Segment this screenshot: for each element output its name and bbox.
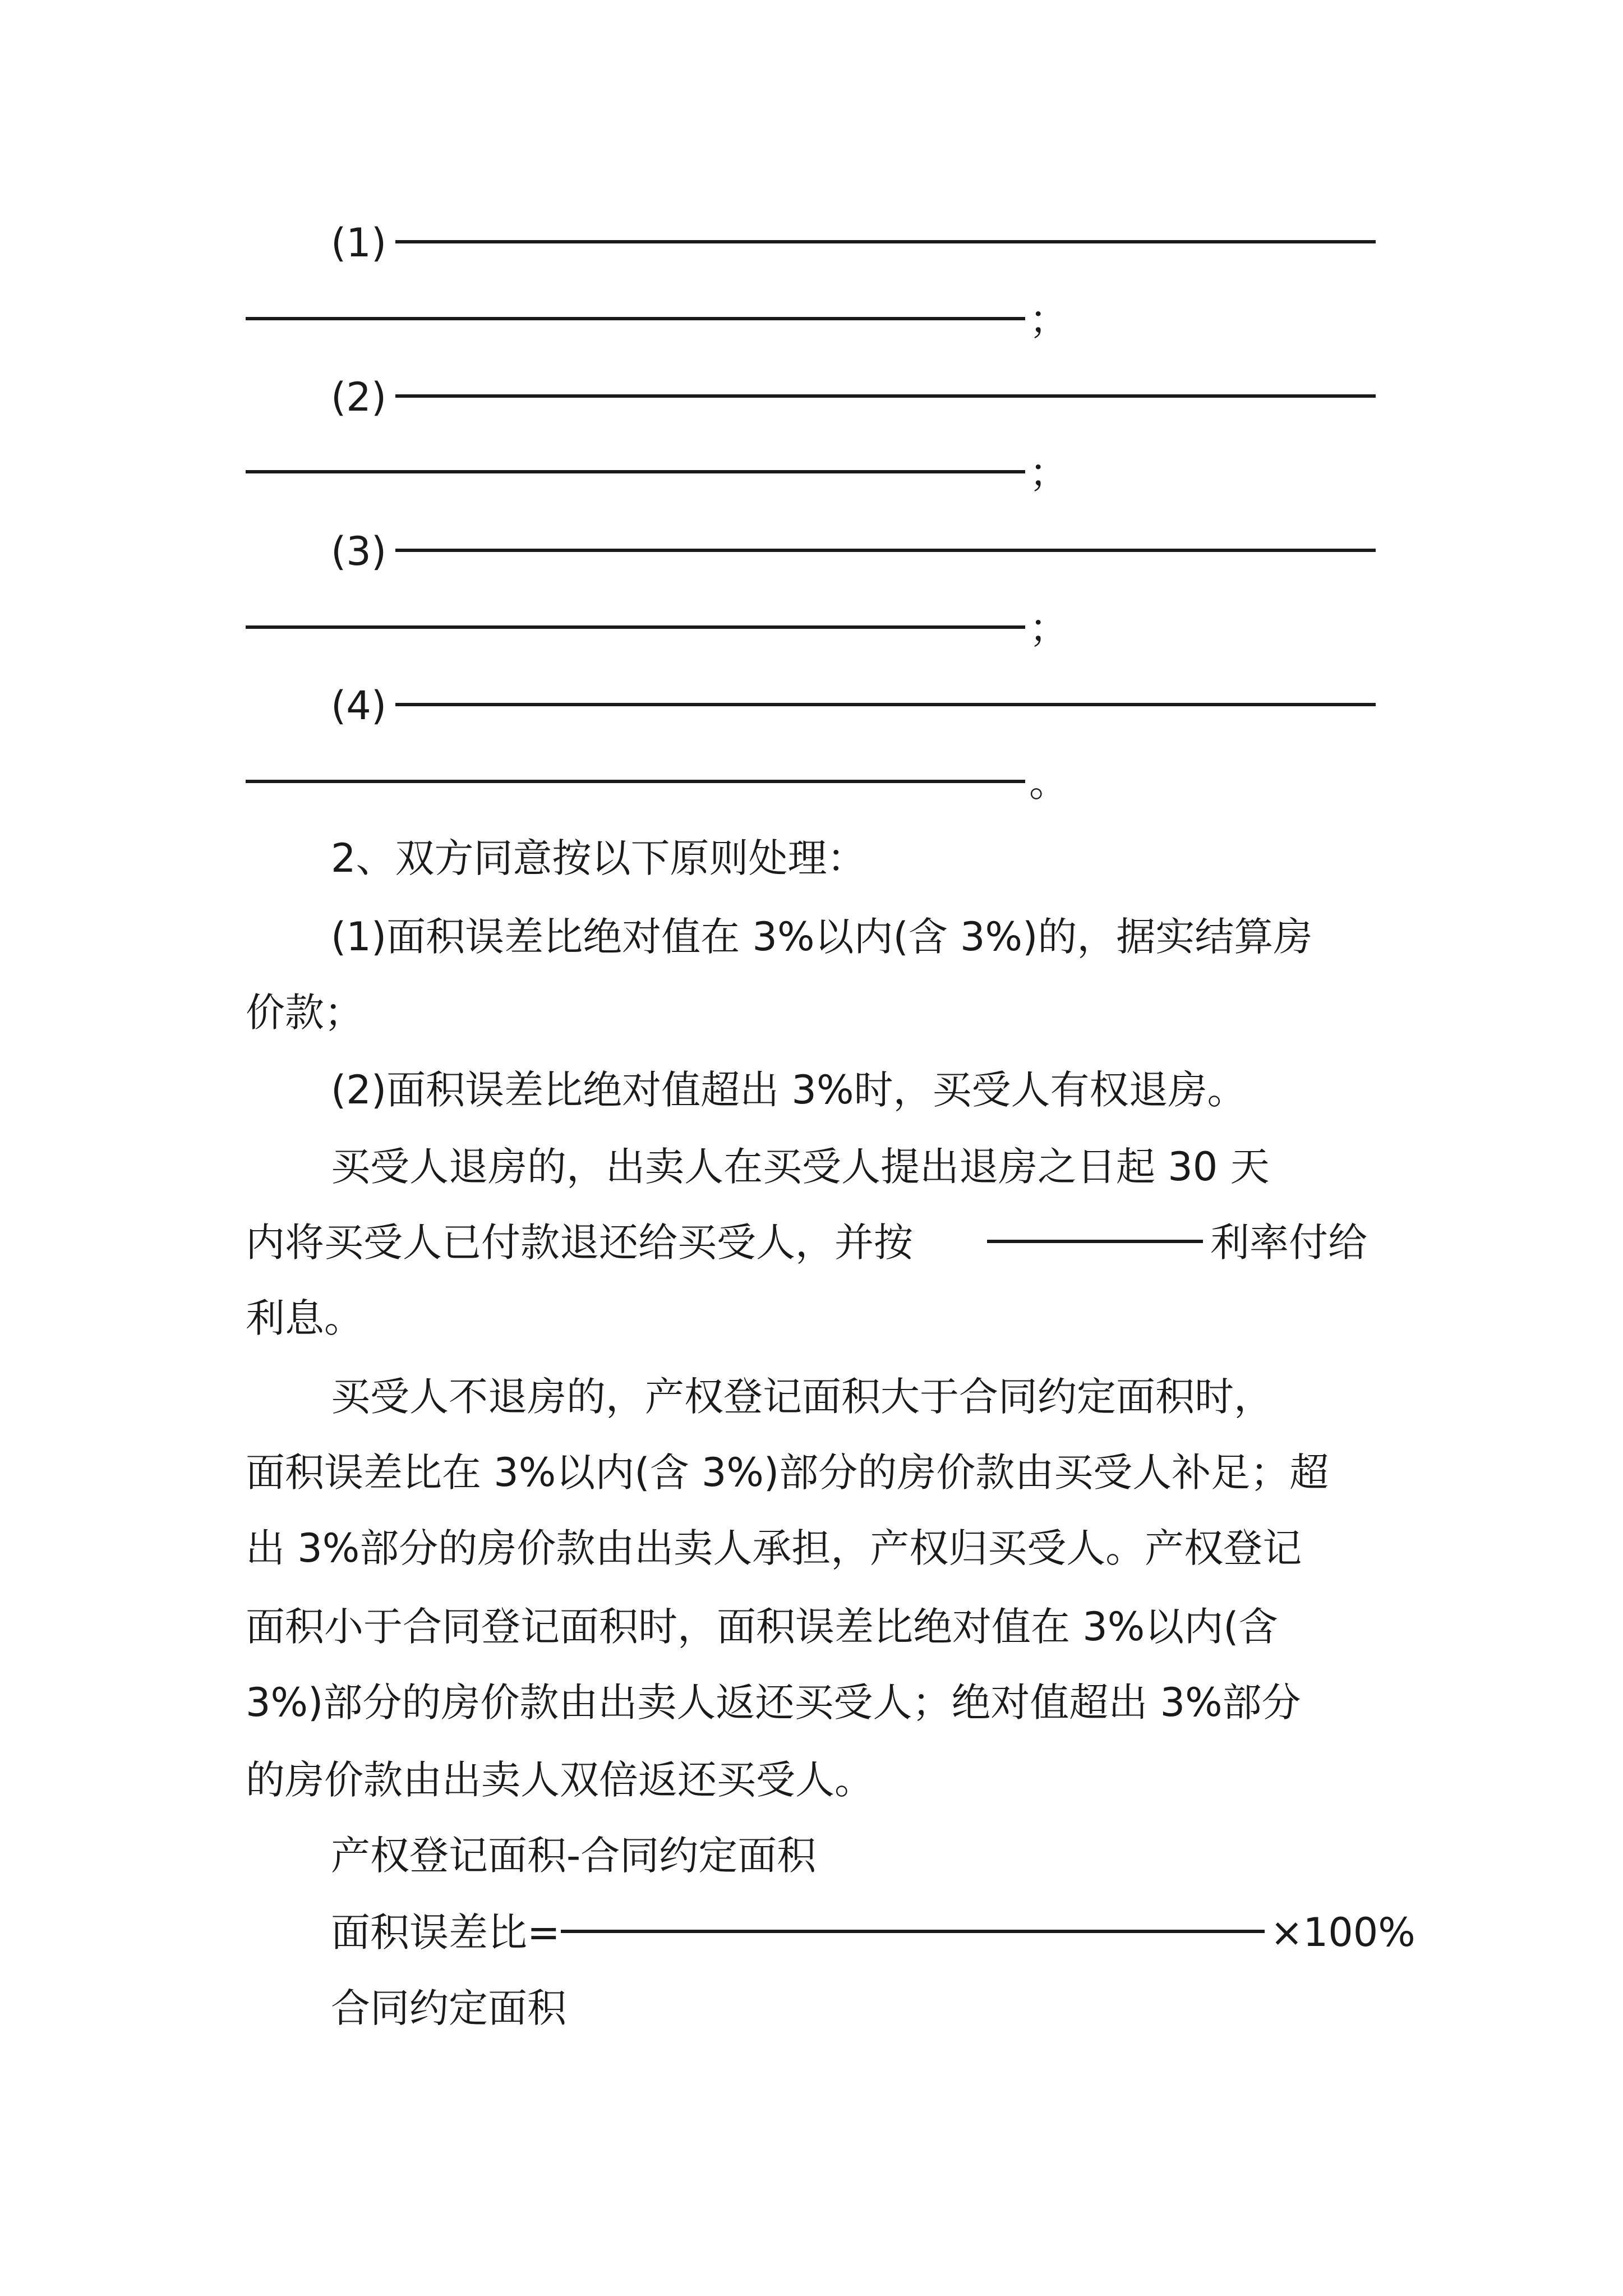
formula-denominator: 合同约定面积 [331, 1985, 566, 2031]
paragraph-line: (1)面积误差比绝对值在 3%以内(含 3%)的，据实结算房 [331, 914, 1313, 960]
paragraph-line: 价款； [246, 990, 363, 1036]
fill-in-line [246, 470, 1025, 473]
paragraph-line: 利率付给 [1210, 1220, 1367, 1266]
item-end-punct: ； [1029, 605, 1068, 651]
paragraph-line: 3%)部分的房价款由出卖人返还买受人；绝对值超出 3%部分 [246, 1680, 1301, 1726]
formula-lhs: 面积误差比= [331, 1910, 560, 1955]
item-end-punct: ； [1029, 450, 1068, 496]
fill-in-line [395, 703, 1376, 706]
fraction-bar [561, 1930, 1265, 1933]
paragraph-line: 面积误差比在 3%以内(含 3%)部分的房价款由买受人补足；超 [246, 1450, 1329, 1496]
item-label: (2) [331, 374, 387, 420]
rate-fill-in-line [987, 1240, 1203, 1243]
formula-numerator: 产权登记面积-合同约定面积 [331, 1833, 817, 1879]
paragraph-line: (2)面积误差比绝对值超出 3%时，买受人有权退房。 [331, 1067, 1247, 1113]
item-label: (1) [331, 220, 387, 266]
formula-multiplier: ×100% [1270, 1910, 1415, 1955]
paragraph-line: 利息。 [246, 1295, 363, 1341]
item-label: (3) [331, 528, 387, 574]
item-end-punct: 。 [1029, 760, 1068, 806]
section-heading: 2、双方同意按以下原则处理： [331, 835, 866, 881]
fill-in-line [246, 317, 1025, 320]
paragraph-line: 面积小于合同登记面积时，面积误差比绝对值在 3%以内(含 [246, 1604, 1278, 1650]
paragraph-line: 出 3%部分的房价款由出卖人承担，产权归买受人。产权登记 [246, 1525, 1302, 1571]
fill-in-line [246, 780, 1025, 783]
paragraph-line: 的房价款由出卖人双倍返还买受人。 [246, 1757, 874, 1803]
item-end-punct: ； [1029, 297, 1068, 343]
paragraph-line: 买受人不退房的，产权登记面积大于合同约定面积时， [331, 1374, 1273, 1420]
fill-in-line [395, 240, 1376, 243]
item-label: (4) [331, 683, 387, 729]
fill-in-line [395, 549, 1376, 552]
fill-in-line [395, 394, 1376, 398]
paragraph-line: 内将买受人已付款退还给买受人，并按 [246, 1220, 913, 1266]
fill-in-line [246, 625, 1025, 629]
paragraph-line: 买受人退房的，出卖人在买受人提出退房之日起 30 天 [331, 1144, 1270, 1190]
